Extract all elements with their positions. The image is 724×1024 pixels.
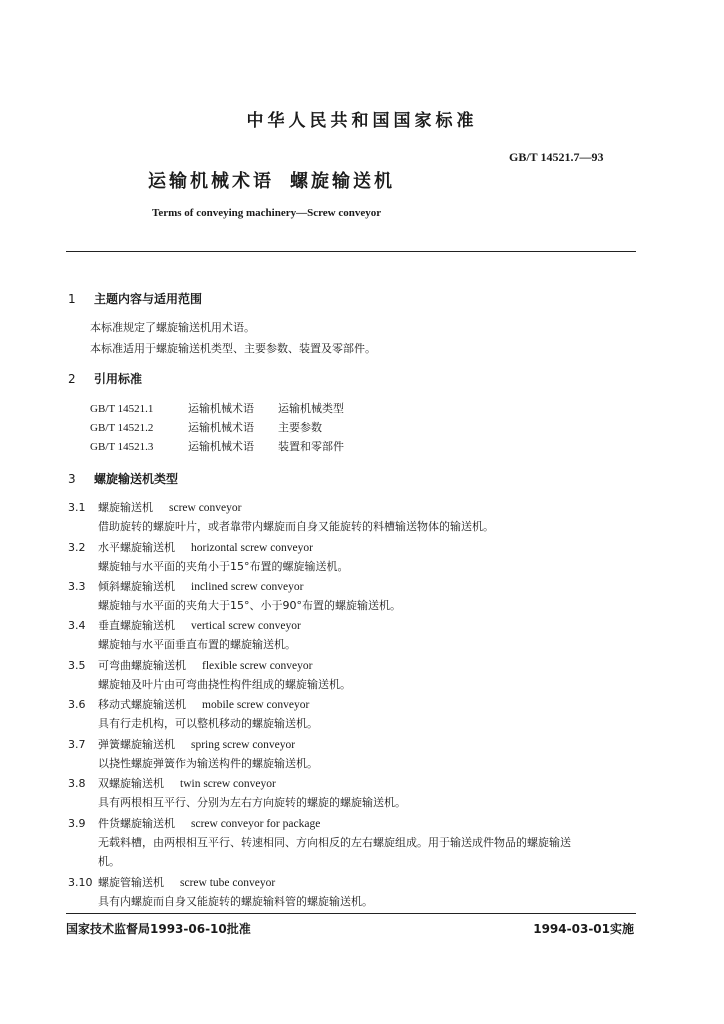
term-number: 3.4	[68, 619, 86, 632]
term-english: twin screw conveyor	[180, 778, 276, 790]
standard-authority-heading: 中华人民共和国国家标准	[246, 111, 478, 131]
term-chinese: 件货螺旋输送机	[98, 817, 175, 830]
term-definition: 机。	[98, 855, 120, 868]
term-english: screw conveyor for package	[191, 818, 321, 830]
reference-category: 运输机械术语	[188, 440, 254, 453]
term-number: 3.7	[68, 738, 86, 751]
term-entry	[68, 578, 303, 594]
section-number: 3	[68, 472, 76, 486]
term-entry	[68, 696, 309, 712]
term-entry	[68, 617, 301, 633]
reference-item	[90, 438, 344, 454]
reference-code: GB/T 14521.3	[90, 441, 154, 453]
term-entry	[68, 539, 313, 555]
term-chinese: 移动式螺旋输送机	[98, 698, 186, 711]
term-chinese: 可弯曲螺旋输送机	[98, 659, 186, 672]
paragraph: 本标准规定了螺旋输送机用术语。	[90, 321, 255, 334]
section-title: 螺旋输送机类型	[94, 472, 179, 486]
reference-item	[90, 419, 322, 435]
term-chinese: 垂直螺旋输送机	[98, 619, 175, 632]
term-definition: 具有两根相互平行、分别为左右方向旋转的螺旋的螺旋输送机。	[98, 796, 406, 809]
reference-subject: 主要参数	[278, 421, 322, 434]
section-heading-2	[68, 370, 142, 387]
standard-number: GB/T 14521.7—93	[509, 150, 604, 164]
document-title-part1: 运输机械术语	[148, 171, 274, 192]
section-number: 1	[68, 292, 76, 306]
implementation-date: 1994-03-01实施	[533, 922, 634, 936]
document-title-part2: 螺旋输送机	[290, 171, 395, 192]
term-number: 3.6	[68, 698, 86, 711]
term-chinese: 螺旋管输送机	[98, 876, 164, 889]
term-definition: 借助旋转的螺旋叶片，或者靠带内螺旋而自身又能旋转的料槽输送物体的输送机。	[98, 520, 494, 533]
reference-subject: 装置和零部件	[278, 440, 344, 453]
term-english: inclined screw conveyor	[191, 581, 304, 593]
term-chinese: 弹簧螺旋输送机	[98, 738, 175, 751]
term-definition: 具有内螺旋而自身又能旋转的螺旋输料管的螺旋输送机。	[98, 895, 373, 908]
term-definition: 无载料槽，由两根相互平行、转速相同、方向相反的左右螺旋组成。用于输送成件物品的螺旋输送	[98, 836, 571, 849]
term-english: flexible screw conveyor	[202, 660, 313, 672]
term-english: screw conveyor	[169, 502, 242, 514]
header-divider	[66, 251, 636, 252]
term-entry	[68, 736, 295, 752]
term-number: 3.1	[68, 501, 86, 514]
reference-category: 运输机械术语	[188, 421, 254, 434]
section-title: 引用标准	[94, 372, 143, 386]
term-entry	[68, 874, 275, 890]
section-title: 主题内容与适用范围	[94, 292, 203, 306]
term-chinese: 双螺旋输送机	[98, 777, 164, 790]
term-chinese: 螺旋输送机	[98, 501, 153, 514]
term-number: 3.10	[68, 876, 93, 889]
term-chinese: 倾斜螺旋输送机	[98, 580, 175, 593]
reference-subject: 运输机械类型	[278, 402, 344, 415]
section-heading-3	[68, 470, 178, 487]
term-definition: 以挠性螺旋弹簧作为输送构件的螺旋输送机。	[98, 757, 318, 770]
term-english: horizontal screw conveyor	[191, 542, 313, 554]
document-title	[148, 167, 395, 193]
reference-code: GB/T 14521.1	[90, 403, 154, 415]
term-definition: 螺旋轴与水平面垂直布置的螺旋输送机。	[98, 638, 296, 651]
term-definition: 具有行走机构，可以整机移动的螺旋输送机。	[98, 717, 318, 730]
term-number: 3.9	[68, 817, 86, 830]
document-title-english: Terms of conveying machinery—Screw conveyor	[152, 207, 382, 219]
term-chinese: 水平螺旋输送机	[98, 541, 175, 554]
reference-code: GB/T 14521.2	[90, 422, 154, 434]
term-entry	[68, 775, 276, 791]
reference-category: 运输机械术语	[188, 402, 254, 415]
section-heading-1	[68, 290, 202, 307]
term-english: spring screw conveyor	[191, 739, 296, 751]
term-definition: 螺旋轴及叶片由可弯曲挠性构件组成的螺旋输送机。	[98, 678, 351, 691]
footer-divider	[66, 913, 636, 914]
term-number: 3.8	[68, 777, 86, 790]
term-number: 3.2	[68, 541, 86, 554]
term-english: mobile screw conveyor	[202, 699, 310, 711]
term-number: 3.5	[68, 659, 86, 672]
term-definition: 螺旋轴与水平面的夹角大于15°、小于90°布置的螺旋输送机。	[98, 599, 401, 612]
paragraph: 本标准适用于螺旋输送机类型、主要参数、装置及零部件。	[90, 342, 376, 355]
reference-item	[90, 400, 344, 416]
term-number: 3.3	[68, 580, 86, 593]
term-entry	[68, 499, 241, 515]
term-english: screw tube conveyor	[180, 877, 276, 889]
term-entry	[68, 815, 320, 831]
section-number: 2	[68, 372, 76, 386]
term-english: vertical screw conveyor	[191, 620, 301, 632]
term-definition: 螺旋轴与水平面的夹角小于15°布置的螺旋输送机。	[98, 560, 349, 573]
approval-line: 国家技术监督局1993-06-10批准	[66, 922, 251, 936]
term-entry	[68, 657, 312, 673]
